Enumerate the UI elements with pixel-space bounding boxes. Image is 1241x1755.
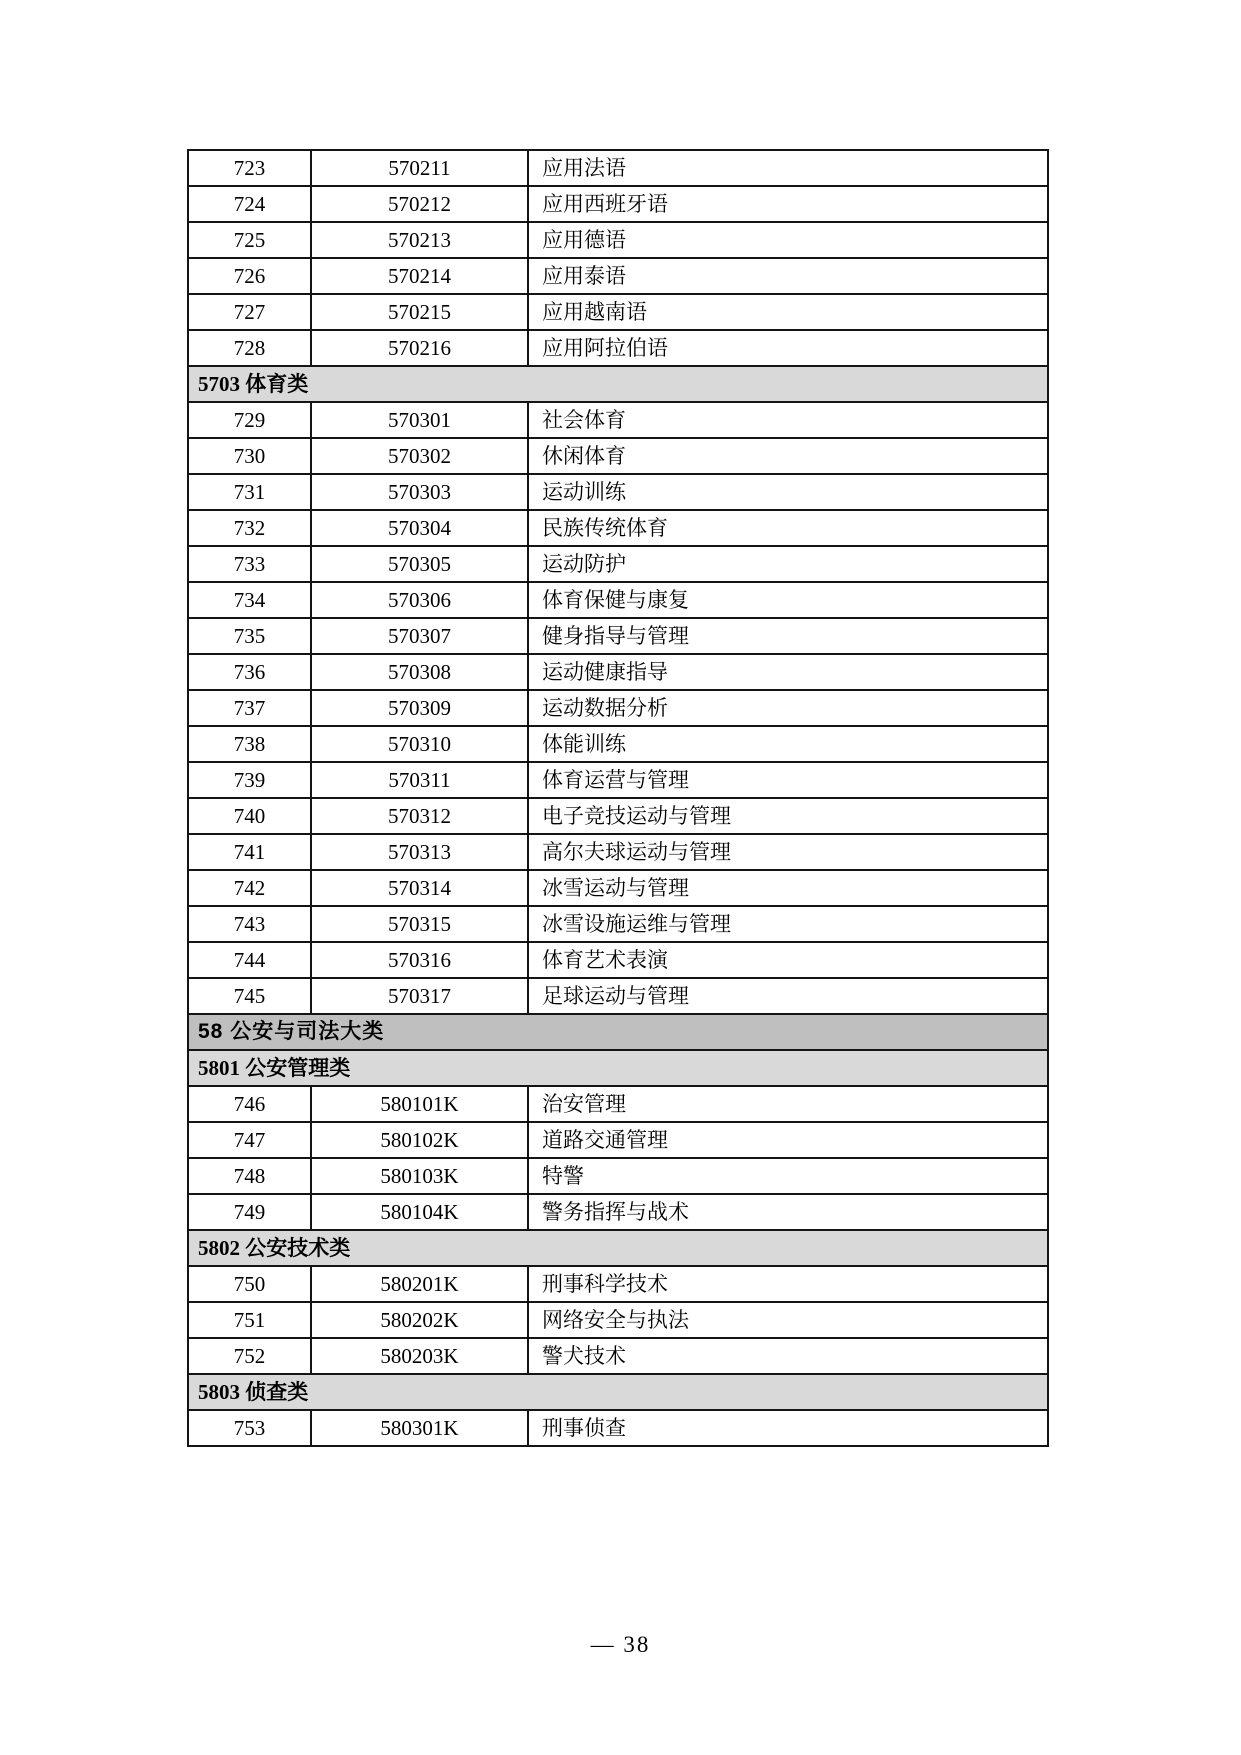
subcategory-header-row bbox=[188, 366, 1048, 402]
major-name-cell: 冰雪设施运维与管理 bbox=[528, 906, 1048, 942]
major-name-cell: 道路交通管理 bbox=[528, 1122, 1048, 1158]
category-header-row bbox=[188, 1014, 1048, 1050]
majors-table-body bbox=[188, 150, 1048, 1446]
seq-cell: 730 bbox=[188, 438, 311, 474]
table-row bbox=[188, 510, 1048, 546]
table-row bbox=[188, 906, 1048, 942]
major-name-cell: 体能训练 bbox=[528, 726, 1048, 762]
seq-cell: 749 bbox=[188, 1194, 311, 1230]
major-name-cell: 健身指导与管理 bbox=[528, 618, 1048, 654]
seq-cell: 733 bbox=[188, 546, 311, 582]
seq-cell: 728 bbox=[188, 330, 311, 366]
seq-cell: 746 bbox=[188, 1086, 311, 1122]
code-cell: 570309 bbox=[311, 690, 528, 726]
code-cell: 570308 bbox=[311, 654, 528, 690]
table-row bbox=[188, 402, 1048, 438]
code-cell: 570313 bbox=[311, 834, 528, 870]
code-cell: 570302 bbox=[311, 438, 528, 474]
code-cell: 570212 bbox=[311, 186, 528, 222]
code-cell: 570315 bbox=[311, 906, 528, 942]
table-row bbox=[188, 942, 1048, 978]
code-cell: 570314 bbox=[311, 870, 528, 906]
major-name-cell: 刑事侦查 bbox=[528, 1410, 1048, 1446]
table-row bbox=[188, 438, 1048, 474]
major-name-cell: 高尔夫球运动与管理 bbox=[528, 834, 1048, 870]
code-cell: 570216 bbox=[311, 330, 528, 366]
code-cell: 570312 bbox=[311, 798, 528, 834]
code-cell: 580102K bbox=[311, 1122, 528, 1158]
table-row bbox=[188, 1122, 1048, 1158]
table-row bbox=[188, 222, 1048, 258]
code-cell: 570213 bbox=[311, 222, 528, 258]
major-name-cell: 应用泰语 bbox=[528, 258, 1048, 294]
table-row bbox=[188, 150, 1048, 186]
majors-table bbox=[187, 149, 1049, 1447]
table-row bbox=[188, 654, 1048, 690]
major-name-cell: 治安管理 bbox=[528, 1086, 1048, 1122]
seq-cell: 743 bbox=[188, 906, 311, 942]
code-cell: 570311 bbox=[311, 762, 528, 798]
code-cell: 570304 bbox=[311, 510, 528, 546]
table-row bbox=[188, 1158, 1048, 1194]
code-cell: 580104K bbox=[311, 1194, 528, 1230]
major-name-cell: 警务指挥与战术 bbox=[528, 1194, 1048, 1230]
seq-cell: 752 bbox=[188, 1338, 311, 1374]
subcategory-header-cell: 5703 体育类 bbox=[188, 366, 1048, 402]
code-cell: 570303 bbox=[311, 474, 528, 510]
table-row bbox=[188, 186, 1048, 222]
seq-cell: 734 bbox=[188, 582, 311, 618]
seq-cell: 740 bbox=[188, 798, 311, 834]
seq-cell: 745 bbox=[188, 978, 311, 1014]
major-name-cell: 应用法语 bbox=[528, 150, 1048, 186]
seq-cell: 751 bbox=[188, 1302, 311, 1338]
seq-cell: 731 bbox=[188, 474, 311, 510]
seq-cell: 739 bbox=[188, 762, 311, 798]
code-cell: 570307 bbox=[311, 618, 528, 654]
code-cell: 570316 bbox=[311, 942, 528, 978]
code-cell: 570214 bbox=[311, 258, 528, 294]
table-row bbox=[188, 978, 1048, 1014]
table-row bbox=[188, 1410, 1048, 1446]
subcategory-header-row bbox=[188, 1230, 1048, 1266]
seq-cell: 750 bbox=[188, 1266, 311, 1302]
code-cell: 580203K bbox=[311, 1338, 528, 1374]
major-name-cell: 应用阿拉伯语 bbox=[528, 330, 1048, 366]
major-name-cell: 应用越南语 bbox=[528, 294, 1048, 330]
seq-cell: 742 bbox=[188, 870, 311, 906]
seq-cell: 735 bbox=[188, 618, 311, 654]
table-row bbox=[188, 834, 1048, 870]
code-cell: 580101K bbox=[311, 1086, 528, 1122]
subcategory-header-row bbox=[188, 1050, 1048, 1086]
seq-cell: 741 bbox=[188, 834, 311, 870]
code-cell: 570211 bbox=[311, 150, 528, 186]
seq-cell: 747 bbox=[188, 1122, 311, 1158]
major-name-cell: 电子竞技运动与管理 bbox=[528, 798, 1048, 834]
seq-cell: 732 bbox=[188, 510, 311, 546]
major-name-cell: 运动防护 bbox=[528, 546, 1048, 582]
subcategory-header-row bbox=[188, 1374, 1048, 1410]
majors-table-container bbox=[187, 149, 1049, 1447]
seq-cell: 727 bbox=[188, 294, 311, 330]
table-row bbox=[188, 582, 1048, 618]
major-name-cell: 体育艺术表演 bbox=[528, 942, 1048, 978]
major-name-cell: 体育保健与康复 bbox=[528, 582, 1048, 618]
table-row bbox=[188, 618, 1048, 654]
major-name-cell: 社会体育 bbox=[528, 402, 1048, 438]
major-name-cell: 应用德语 bbox=[528, 222, 1048, 258]
code-cell: 580201K bbox=[311, 1266, 528, 1302]
major-name-cell: 运动健康指导 bbox=[528, 654, 1048, 690]
seq-cell: 725 bbox=[188, 222, 311, 258]
code-cell: 570310 bbox=[311, 726, 528, 762]
major-name-cell: 体育运营与管理 bbox=[528, 762, 1048, 798]
table-row bbox=[188, 798, 1048, 834]
table-row bbox=[188, 726, 1048, 762]
code-cell: 570306 bbox=[311, 582, 528, 618]
major-name-cell: 网络安全与执法 bbox=[528, 1302, 1048, 1338]
code-cell: 580202K bbox=[311, 1302, 528, 1338]
table-row bbox=[188, 690, 1048, 726]
seq-cell: 736 bbox=[188, 654, 311, 690]
category-header-cell: 58 公安与司法大类 bbox=[188, 1014, 1048, 1050]
major-name-cell: 特警 bbox=[528, 1158, 1048, 1194]
table-row bbox=[188, 330, 1048, 366]
seq-cell: 724 bbox=[188, 186, 311, 222]
major-name-cell: 警犬技术 bbox=[528, 1338, 1048, 1374]
seq-cell: 753 bbox=[188, 1410, 311, 1446]
subcategory-header-cell: 5801 公安管理类 bbox=[188, 1050, 1048, 1086]
major-name-cell: 休闲体育 bbox=[528, 438, 1048, 474]
table-row bbox=[188, 258, 1048, 294]
seq-cell: 738 bbox=[188, 726, 311, 762]
code-cell: 580301K bbox=[311, 1410, 528, 1446]
table-row bbox=[188, 546, 1048, 582]
table-row bbox=[188, 1302, 1048, 1338]
seq-cell: 726 bbox=[188, 258, 311, 294]
page-number: — 38 bbox=[590, 1632, 651, 1657]
major-name-cell: 运动数据分析 bbox=[528, 690, 1048, 726]
major-name-cell: 冰雪运动与管理 bbox=[528, 870, 1048, 906]
subcategory-header-cell: 5803 侦查类 bbox=[188, 1374, 1048, 1410]
major-name-cell: 运动训练 bbox=[528, 474, 1048, 510]
code-cell: 570317 bbox=[311, 978, 528, 1014]
table-row bbox=[188, 294, 1048, 330]
table-row bbox=[188, 474, 1048, 510]
table-row bbox=[188, 762, 1048, 798]
seq-cell: 723 bbox=[188, 150, 311, 186]
subcategory-header-cell: 5802 公安技术类 bbox=[188, 1230, 1048, 1266]
table-row bbox=[188, 1338, 1048, 1374]
code-cell: 570301 bbox=[311, 402, 528, 438]
table-row bbox=[188, 870, 1048, 906]
major-name-cell: 应用西班牙语 bbox=[528, 186, 1048, 222]
code-cell: 570215 bbox=[311, 294, 528, 330]
seq-cell: 744 bbox=[188, 942, 311, 978]
seq-cell: 729 bbox=[188, 402, 311, 438]
seq-cell: 748 bbox=[188, 1158, 311, 1194]
seq-cell: 737 bbox=[188, 690, 311, 726]
table-row bbox=[188, 1194, 1048, 1230]
major-name-cell: 足球运动与管理 bbox=[528, 978, 1048, 1014]
table-row bbox=[188, 1086, 1048, 1122]
major-name-cell: 民族传统体育 bbox=[528, 510, 1048, 546]
code-cell: 580103K bbox=[311, 1158, 528, 1194]
major-name-cell: 刑事科学技术 bbox=[528, 1266, 1048, 1302]
table-row bbox=[188, 1266, 1048, 1302]
code-cell: 570305 bbox=[311, 546, 528, 582]
